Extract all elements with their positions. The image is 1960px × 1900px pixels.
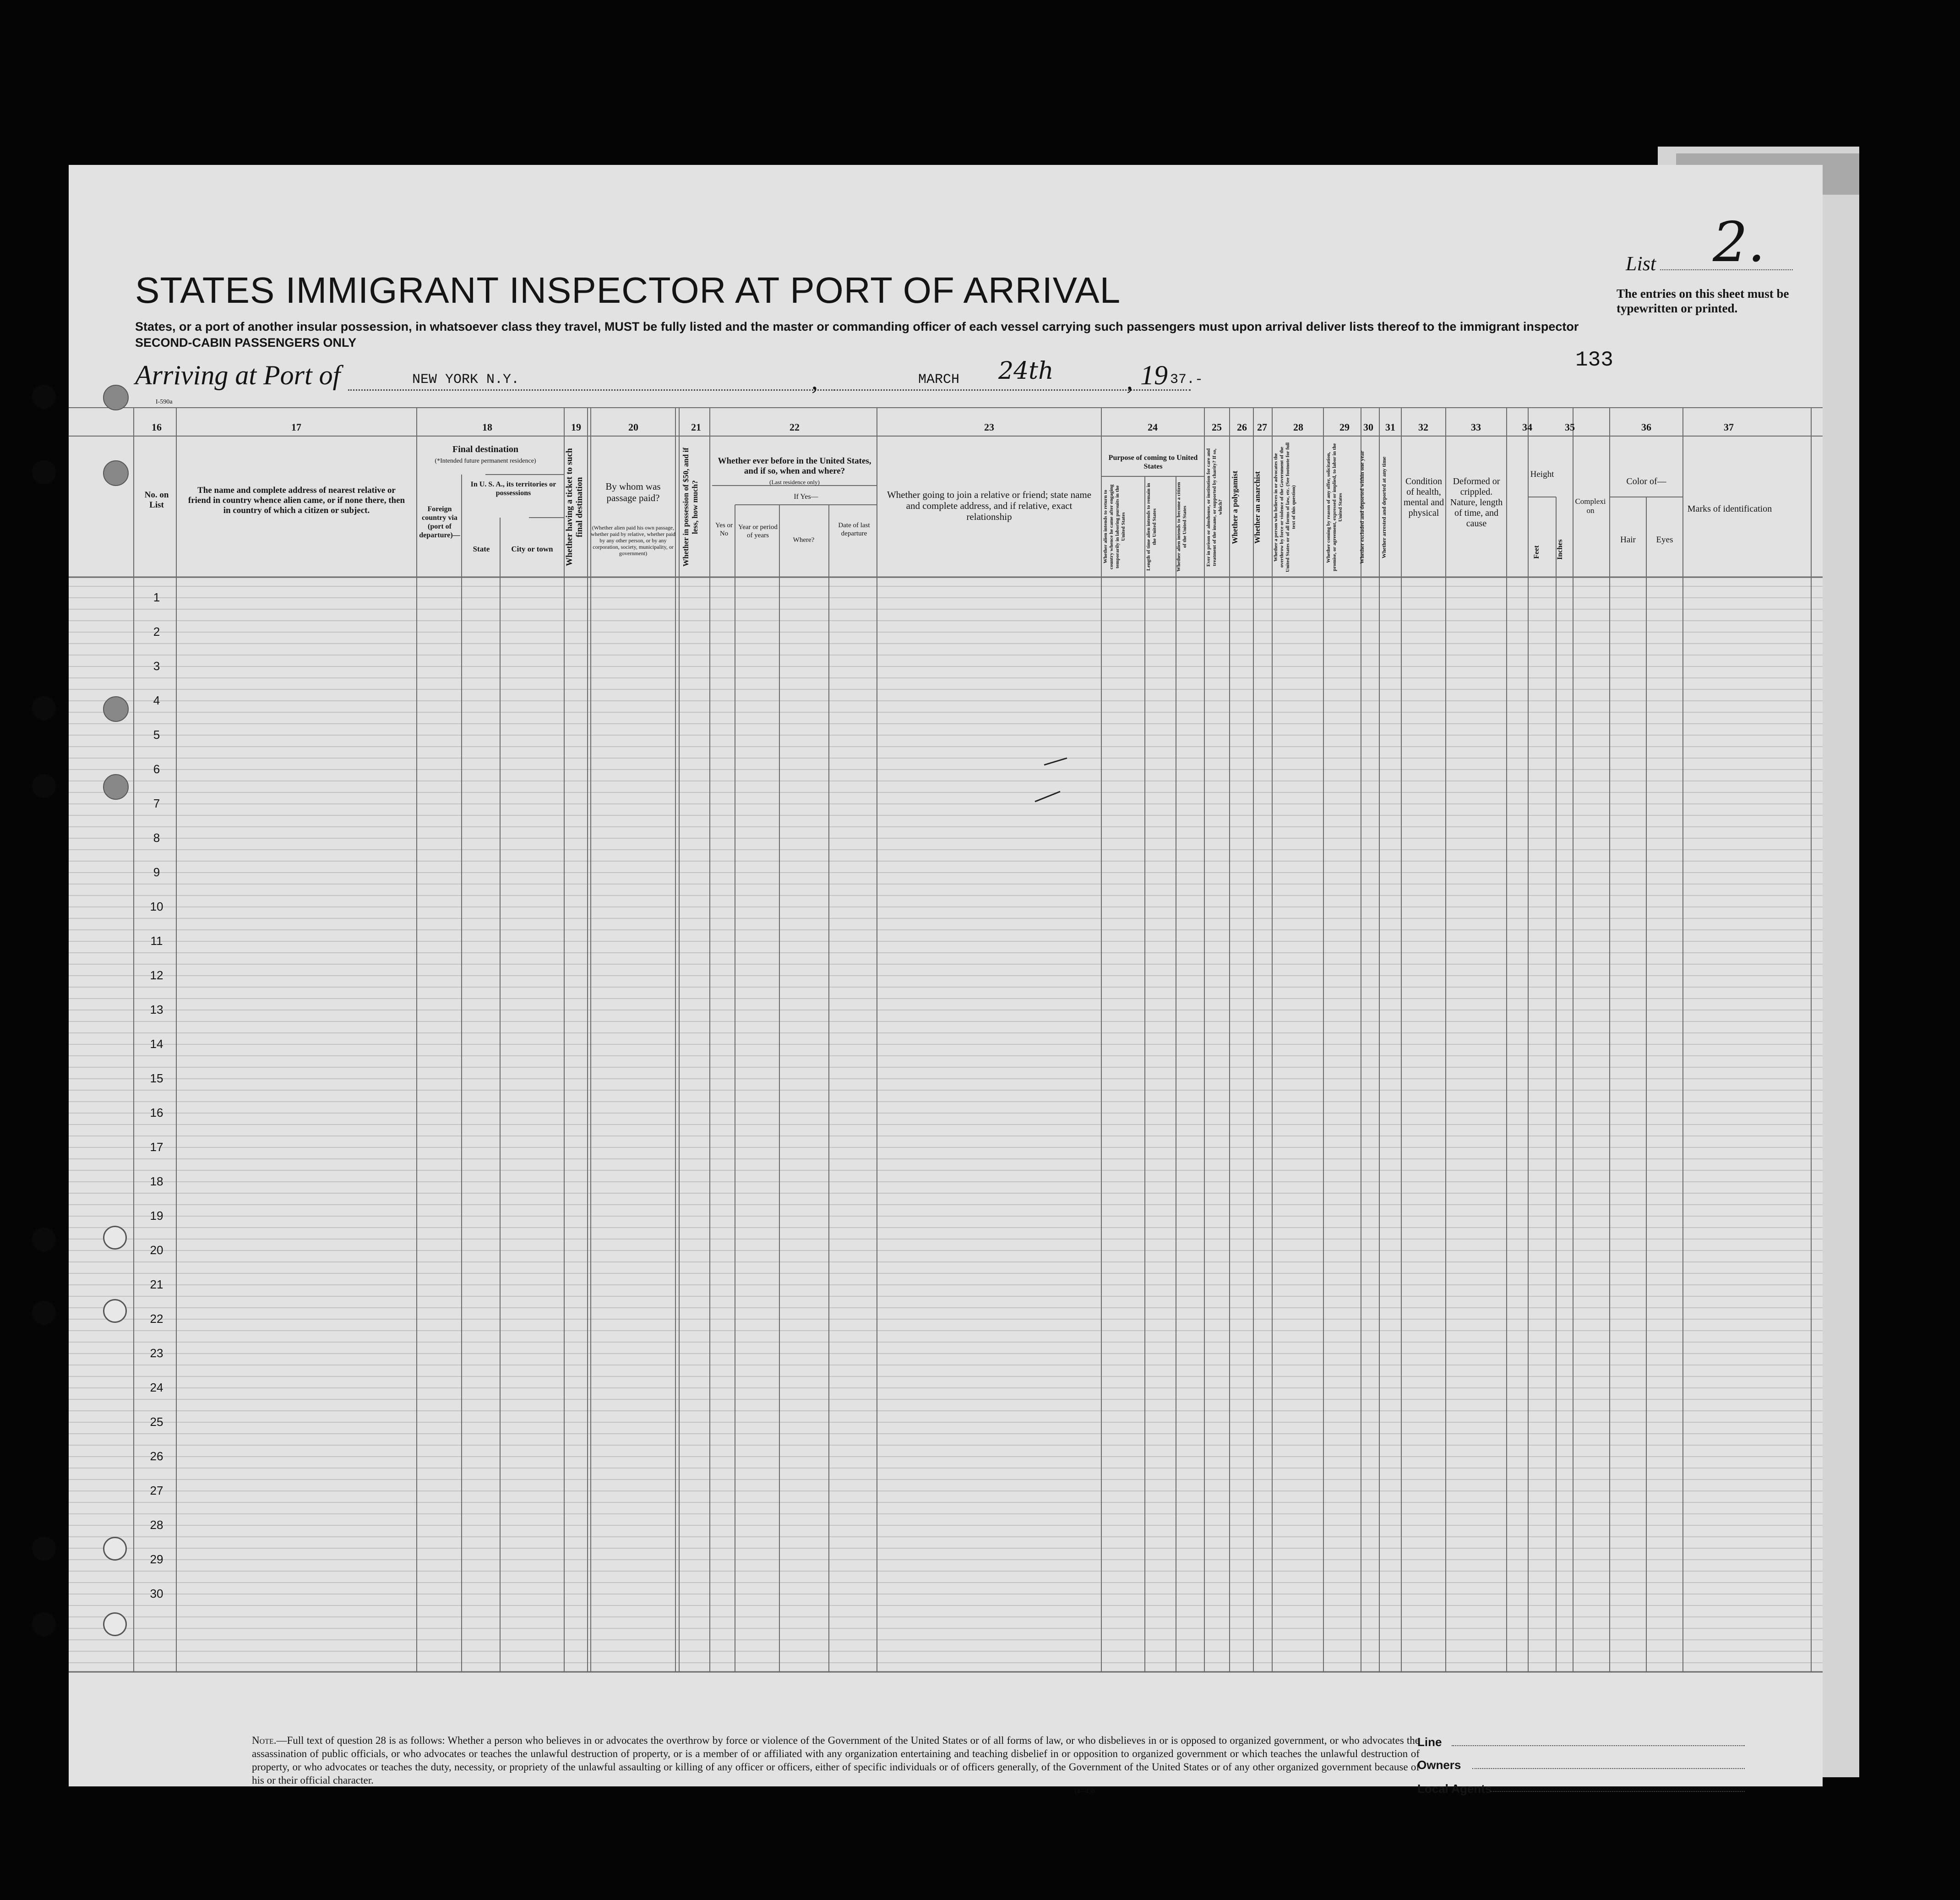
day-value: 24th [998, 357, 1054, 385]
list-number: 2. [1713, 211, 1765, 274]
header-complexion: Complexion [1575, 497, 1606, 515]
row-number: 12 [150, 968, 163, 982]
colnum-23: 23 [984, 421, 994, 433]
binder-hole [103, 460, 129, 486]
header-join-relative: Whether going to join a relative or friend; state name and complete address, and if relative, exact relationship [887, 489, 1092, 522]
colnum-28: 28 [1293, 421, 1303, 433]
header-final-destination-note: (*Intended future permanent residence) [435, 458, 536, 464]
colnum-32: 32 [1418, 421, 1428, 433]
row-number: 4 [153, 693, 160, 707]
header-nearest-relative: The name and complete address of nearest relative or friend in country whence alien came, or if none there, then in country of which a citizen or subject. [188, 486, 405, 515]
form-instructions: States, or a port of another insular possession, in whatsoever class they travel, MUST be fully listed and the master or commanding officer of each vessel carrying such passengers must upon arrival deliver lists thereof to the immigrant inspector [135, 320, 1579, 333]
colnum-20: 20 [628, 421, 638, 433]
month-value: MARCH [918, 372, 960, 388]
year-suffix: 37.- [1170, 372, 1203, 388]
row-number: 27 [150, 1484, 163, 1497]
colnum-17: 17 [291, 421, 301, 433]
local-agents-field [1491, 1791, 1745, 1792]
colnum-34: 34 [1522, 421, 1532, 433]
header-state: State [473, 545, 490, 553]
row-number: 24 [150, 1381, 163, 1394]
row-number: 17 [150, 1140, 163, 1154]
header-ticket: Whether having a ticket to such final destination [565, 448, 584, 567]
row-rules [69, 586, 1823, 1663]
colnum-29: 29 [1339, 421, 1350, 433]
arriving-label: Arriving at Port of [135, 360, 341, 390]
header-inches: Inches [1556, 539, 1564, 560]
header-labor-offer: Whether coming by reason of any offer, solicitation, promise, or agreement, expressed or implied, to labor in the United States [1326, 443, 1343, 572]
binder-hole [103, 385, 129, 410]
header-ever-before-note: (Last residence only) [769, 479, 820, 486]
colnum-26: 26 [1237, 421, 1247, 433]
row-number: 5 [153, 728, 160, 742]
header-arrested: Whether arrested and deported at any time [1381, 456, 1387, 558]
header-purpose: Purpose of coming to United States [1108, 454, 1198, 470]
header-final-destination: Final destination [452, 444, 518, 454]
header-feet: Feet [1533, 545, 1541, 559]
header-date-departure: Date of last departure [838, 522, 870, 537]
row-number: 15 [150, 1071, 163, 1085]
header-polygamist: Whether a polygamist [1230, 470, 1239, 544]
colnum-37: 37 [1724, 421, 1734, 433]
port-value: NEW YORK N.Y. [412, 372, 520, 388]
row-number: 1 [153, 590, 160, 604]
manifest-sheet [69, 165, 1823, 1796]
line-label: Line [1417, 1735, 1442, 1749]
owners-field [1472, 1768, 1745, 1769]
colnum-21: 21 [691, 421, 701, 433]
colnum-22: 22 [789, 421, 800, 433]
header-fifty-dollars: Whether in possession of $50, and if less, how much? [681, 448, 699, 567]
binder-hole [32, 1612, 56, 1636]
footer-note-text: —Full text of question 28 is as follows: Whether a person who believes in or advocates the overthrow by force or violence of the Government of the United States or of all forms of law, or who disbelieves in or is opposed to organized government, or who advocates the assassination of public officials, or who advocates or teaches the unlawful destruction of property, or is a member of or affiliated with any organization entertaining and teaching disbelief in or opposition to organized government or which teaches the unlawful destruction of property, or who advocates or teaches the duty, necessity, or propriety of the unlawful assaulting or killing of any officer or officers, either of specific individuals or of officers generally, of the Government of the United States or of any other organized government because of his or their official character. [252, 1735, 1420, 1786]
header-no-on-list: No. on List [144, 490, 169, 510]
row-number: 11 [150, 934, 163, 948]
binder-hole [32, 385, 56, 409]
column-rules [134, 408, 1811, 1672]
row-number: 8 [153, 831, 160, 845]
handwritten-tick-marks [985, 756, 1076, 820]
binder-hole [103, 1612, 127, 1636]
header-passage-paid-note: (Whether alien paid his own passage, whether paid by relative, whether paid by any other person, or by any corporation, society, municipality, or government) [591, 524, 675, 557]
row-number: 26 [150, 1449, 163, 1463]
row-number: 22 [150, 1312, 163, 1326]
row-number: 25 [150, 1415, 163, 1429]
binder-hole [32, 1301, 56, 1325]
header-deformed: Deformed or crippled. Nature, length of time, and cause [1450, 476, 1503, 529]
row-number: 29 [150, 1552, 163, 1566]
entries-note: The entries on this sheet must be typewritten or printed. [1617, 287, 1789, 315]
footer-note [252, 1734, 1420, 1787]
footer-note-label: Note. [252, 1735, 277, 1746]
header-city-or-town: City or town [511, 545, 553, 553]
header-purpose-citizen: Whether alien intends to become a citizen of the United States [1176, 482, 1187, 572]
row-number: 2 [153, 625, 160, 639]
colnum-27: 27 [1257, 421, 1267, 433]
binder-hole [103, 1537, 127, 1561]
list-label: List [1626, 252, 1656, 275]
row-number: 18 [150, 1174, 163, 1188]
comma-separator-2: , [1127, 367, 1133, 395]
header-year-period: Year or period of years [738, 524, 778, 539]
form-title: STATES IMMIGRANT INSPECTOR AT PORT OF ARRIVAL [135, 270, 1121, 311]
local-agents-label: Local Agents [1417, 1782, 1492, 1796]
binder-hole [103, 696, 129, 722]
comma-separator: , [811, 367, 818, 395]
header-if-yes: If Yes— [794, 493, 818, 501]
row-number: 9 [153, 865, 160, 879]
colnum-16: 16 [152, 421, 162, 433]
header-health: Condition of health, mental and physical [1403, 476, 1444, 518]
colnum-31: 31 [1385, 421, 1395, 433]
owners-label: Owners [1417, 1758, 1461, 1772]
row-number: 30 [150, 1587, 163, 1600]
page-number: 133 [1575, 348, 1613, 372]
binder-hole [32, 1537, 56, 1561]
binder-hole [32, 696, 56, 720]
header-yes-or-no: Yes or No [715, 522, 733, 537]
footer-form-number: 14—430 [1074, 1788, 1095, 1795]
binder-hole [32, 774, 56, 798]
colnum-35: 35 [1565, 421, 1575, 433]
row-number: 7 [153, 797, 160, 810]
header-hair: Hair [1620, 535, 1636, 545]
binder-hole [32, 460, 56, 484]
header-where: Where? [793, 536, 815, 544]
header-anarchist: Whether an anarchist [1253, 471, 1262, 544]
row-number: 20 [150, 1243, 163, 1257]
binder-hole [103, 1299, 127, 1323]
row-number: 19 [150, 1209, 163, 1223]
binder-hole [103, 774, 129, 800]
colnum-18: 18 [482, 421, 492, 433]
colnum-25: 25 [1212, 421, 1222, 433]
header-overthrow: Whether a person who believes in or advocates the overthrow by force or violence of the Government of the United States or of all forms of law, etc. (See footnote for full text of this question) [1273, 442, 1296, 573]
row-number: 14 [150, 1037, 163, 1051]
header-passage-paid: By whom was passage paid? [605, 481, 661, 503]
row-number: 23 [150, 1346, 163, 1360]
header-in-usa: In U. S. A., its territories or possessions [470, 480, 556, 497]
header-prison: Ever in prison or almshouse, or institution for care and treatment of the insane, or supported by charity? If so, which? [1206, 448, 1223, 567]
header-ever-before: Whether ever before in the United States, and if so, when and where? [718, 456, 871, 476]
colnum-33: 33 [1471, 421, 1481, 433]
header-color-of: Color of— [1626, 476, 1666, 486]
header-purpose-length: Length of time alien intends to remain in the United States [1146, 483, 1157, 571]
form-code: I-590a [156, 399, 173, 405]
binder-hole [103, 1226, 127, 1250]
header-foreign-country: Foreign country via (port of departure)— [419, 505, 460, 539]
row-number: 16 [150, 1106, 163, 1119]
header-marks: Marks of identification [1687, 504, 1772, 514]
colnum-24: 24 [1148, 421, 1158, 433]
manifest-grid [69, 165, 1823, 1786]
header-excluded: Whether excluded and deported within one year [1359, 450, 1365, 564]
header-height: Height [1530, 470, 1554, 479]
row-number: 6 [153, 762, 160, 776]
colnum-19: 19 [571, 421, 581, 433]
line-field [1452, 1745, 1745, 1746]
colnum-30: 30 [1363, 421, 1373, 433]
year-prefix: 19 [1140, 360, 1168, 390]
row-number: 21 [150, 1278, 163, 1291]
binder-hole [32, 1228, 56, 1251]
row-number: 13 [150, 1003, 163, 1016]
passenger-class: SECOND-CABIN PASSENGERS ONLY [135, 336, 357, 349]
row-number: 3 [153, 659, 160, 673]
header-purpose-return: Whether alien intends to return to country whence he came after engaging temporarily in laboring pursuits in the United States [1103, 484, 1126, 569]
colnum-36: 36 [1641, 421, 1651, 433]
row-number: 10 [150, 900, 163, 913]
header-eyes: Eyes [1656, 535, 1673, 545]
row-number: 28 [150, 1518, 163, 1532]
